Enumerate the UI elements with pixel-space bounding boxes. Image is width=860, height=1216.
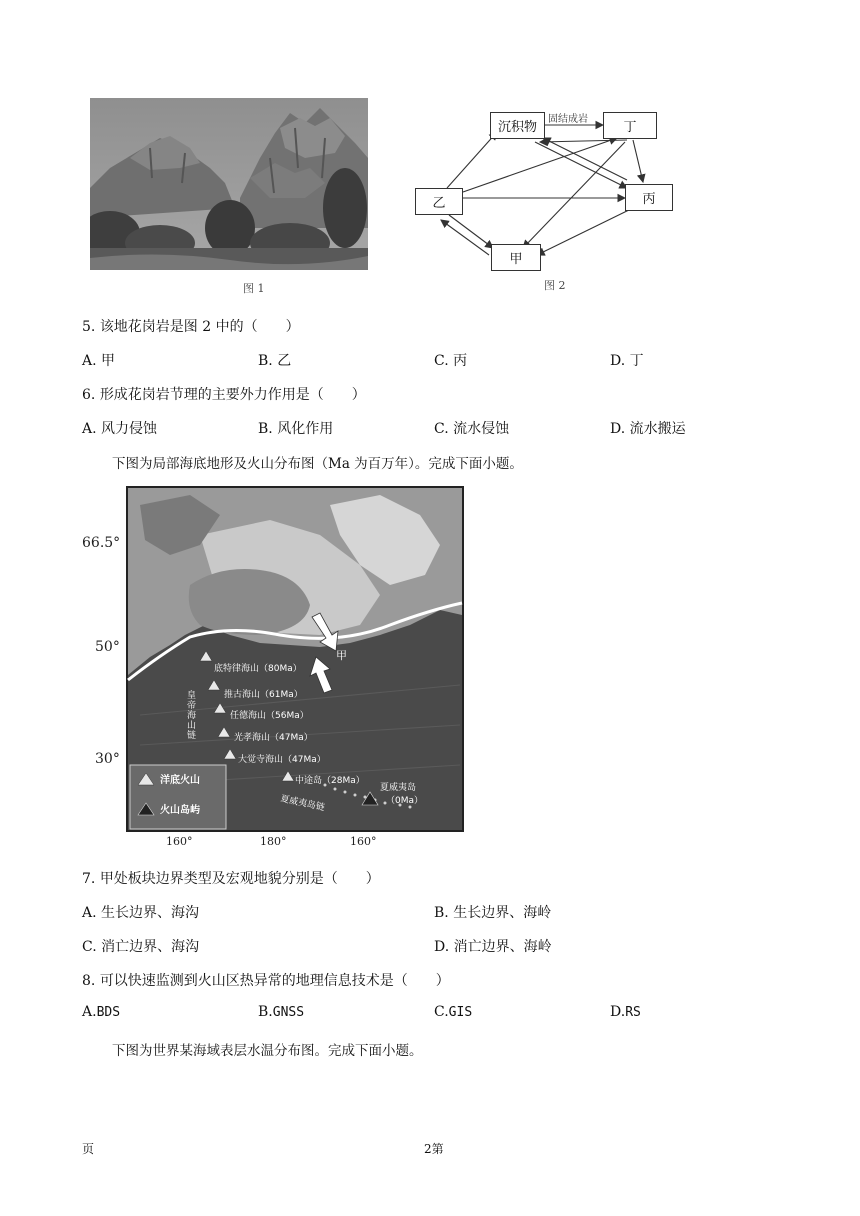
- q7-option-a: A. 生长边界、海沟: [82, 905, 200, 921]
- lon-label-160w: 160°: [166, 835, 193, 847]
- q7-option-c: C. 消亡边界、海沟: [82, 939, 200, 955]
- q7-option-d: D. 消亡边界、海岭: [434, 939, 552, 955]
- q7-option-b: B. 生长边界、海岭: [434, 905, 552, 921]
- question-number: 7.: [82, 871, 96, 887]
- seamount-label: 中途岛（28Ma）: [295, 776, 365, 786]
- figure-1-photo: [90, 98, 368, 270]
- figure-1-caption: 图 1: [243, 282, 265, 295]
- seamount-label: 推古海山（61Ma）: [224, 690, 303, 700]
- lon-label-180: 180°: [260, 835, 287, 847]
- node-yi: 乙: [415, 188, 463, 215]
- q6-option-c: C. 流水侵蚀: [434, 421, 510, 437]
- hawaii-chain-label: 夏威夷岛链: [279, 794, 326, 814]
- figure-2-caption: 图 2: [544, 279, 566, 292]
- question-text: 形成花岗岩节理的主要外力作用是（ ）: [99, 387, 366, 403]
- question-text: 甲处板块边界类型及宏观地貌分别是（ ）: [99, 871, 380, 887]
- q5-option-a: A. 甲: [82, 353, 116, 369]
- lat-label-50: 50°: [95, 639, 120, 655]
- node-sediment: 沉积物: [490, 112, 545, 139]
- footer-left: 页: [82, 1142, 95, 1156]
- question-text: 该地花岗岩是图 2 中的（ ）: [99, 319, 300, 335]
- seamount-label: 底特律海山（80Ma）: [214, 664, 302, 674]
- edge-label-lithification: 固结成岩: [548, 114, 588, 125]
- q8-option-b: B.GNSS: [258, 1004, 305, 1020]
- hawaii-age-label: （0Ma）: [386, 796, 424, 806]
- node-jia: 甲: [491, 244, 541, 271]
- hawaii-label: 夏威夷岛: [380, 783, 417, 793]
- q5-option-d: D. 丁: [610, 353, 644, 369]
- figure-2-rock-cycle: [405, 100, 675, 280]
- question-text: 可以快速监测到火山区热异常的地理信息技术是（ ）: [99, 973, 450, 989]
- q5-option-c: C. 丙: [434, 353, 468, 369]
- q6-option-b: B. 风化作用: [258, 421, 334, 437]
- seamount-label: 光孝海山（47Ma）: [234, 733, 313, 743]
- emperor-chain-label: 皇帝海山链: [185, 690, 195, 740]
- question-number: 8.: [82, 973, 96, 989]
- lon-label-160e: 160°: [350, 835, 377, 847]
- node-ding: 丁: [603, 112, 657, 139]
- q8-option-a: A.BDS: [82, 1004, 121, 1020]
- q6-option-a: A. 风力侵蚀: [82, 421, 158, 437]
- point-jia-label: 甲: [336, 649, 347, 662]
- lat-label-30: 30°: [95, 751, 120, 767]
- question-8: [82, 970, 450, 990]
- lat-label-66: 66.5°: [82, 535, 121, 551]
- question-number: 5.: [82, 319, 96, 335]
- legend-island: 火山岛屿: [160, 805, 200, 816]
- intro-map: 下图为局部海底地形及火山分布图（Ma 为百万年）。完成下面小题。: [112, 456, 523, 472]
- q5-option-b: B. 乙: [258, 353, 292, 369]
- q6-option-d: D. 流水搬运: [610, 421, 686, 437]
- legend-undersea: 洋底火山: [160, 775, 200, 786]
- node-bing: 丙: [625, 184, 673, 211]
- question-number: 6.: [82, 387, 96, 403]
- q8-option-c: C.GIS: [434, 1004, 473, 1020]
- question-5: [82, 316, 300, 336]
- seamount-label: 大觉寺海山（47Ma）: [238, 755, 326, 765]
- footer-page-number: 2第: [424, 1142, 444, 1156]
- intro-sst: 下图为世界某海域表层水温分布图。完成下面小题。: [112, 1043, 423, 1059]
- question-7: [82, 868, 380, 888]
- q8-option-d: D.RS: [610, 1004, 641, 1020]
- seamount-label: 任德海山（56Ma）: [230, 711, 309, 721]
- question-6: [82, 384, 366, 404]
- seafloor-volcano-map: [80, 485, 470, 847]
